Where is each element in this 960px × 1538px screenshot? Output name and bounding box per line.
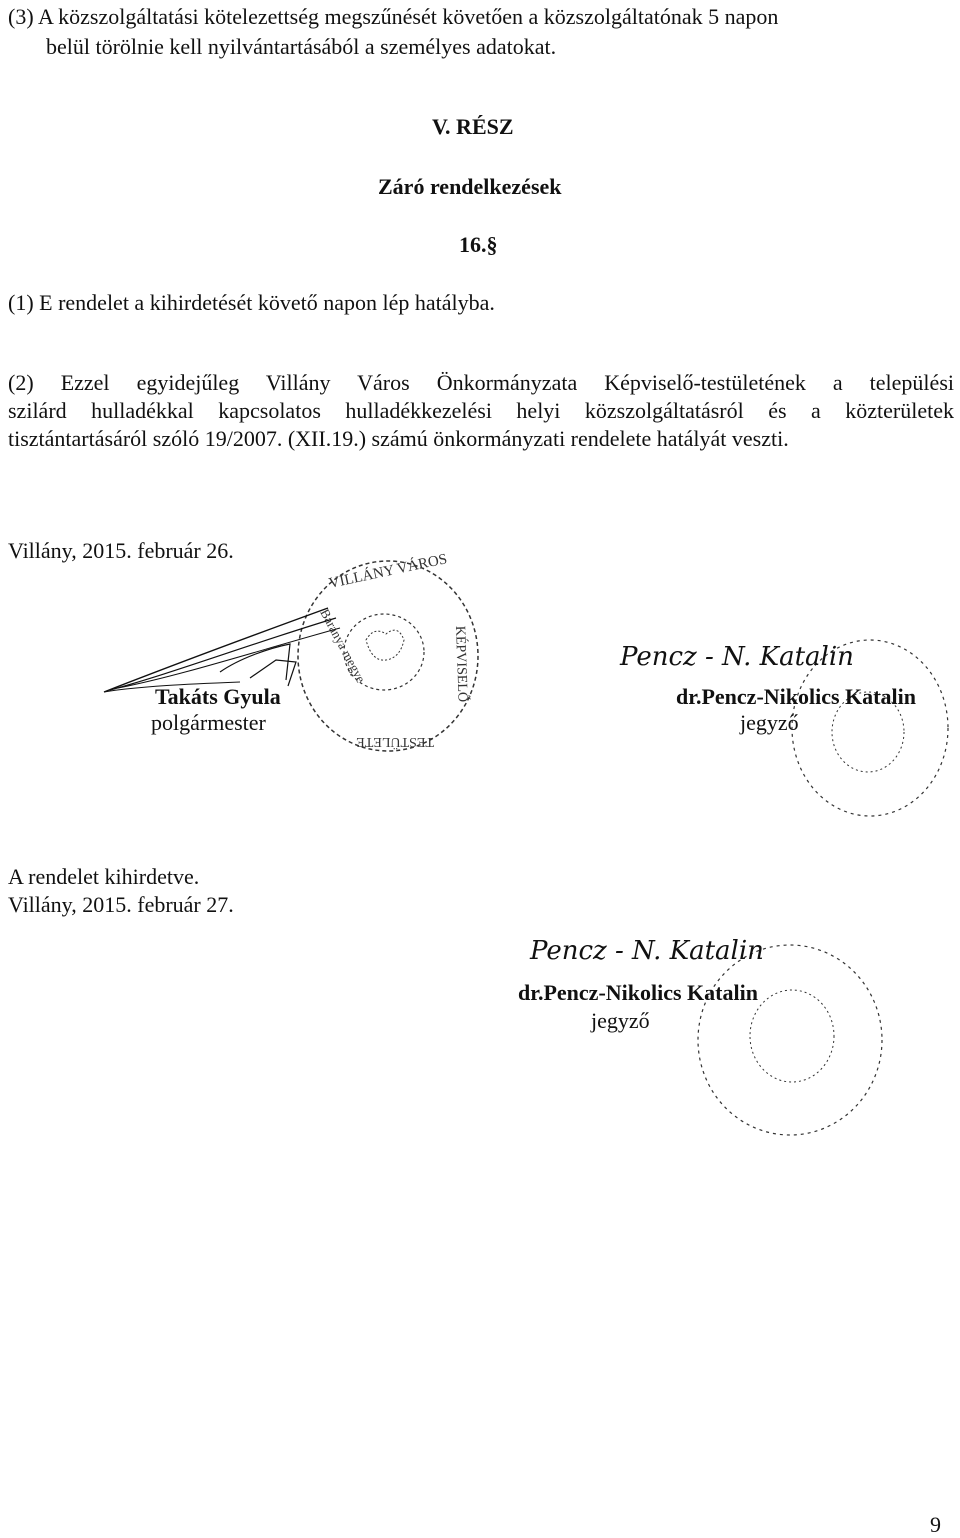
promulgation-notary-name: dr.Pencz-Nikolics Katalin — [518, 980, 758, 1005]
paragraph-1: (1) E rendelet a kihirdetését követő napon lép hatályba. — [8, 290, 495, 315]
notary-stamp-2 — [690, 940, 890, 1140]
stamp-right-text: KÉPVISELŐ — [452, 625, 470, 703]
signing-date: Villány, 2015. február 26. — [8, 538, 234, 563]
page-number: 9 — [930, 1512, 941, 1537]
mayor-title: polgármester — [151, 710, 266, 735]
stamp-left-text: Baranya megye — [317, 606, 369, 686]
paragraph-2 — [8, 369, 954, 453]
notary-name: dr.Pencz-Nikolics Katalin — [676, 684, 916, 709]
section-number: 16.§ — [459, 232, 498, 257]
paragraph-3-line-1: (3) A közszolgáltatási kötelezettség megszűnését követően a közszolgáltatónak 5 napon — [8, 4, 779, 29]
paragraph-3-line-2: belül törölnie kell nyilvántartásából a személyes adatokat. — [46, 34, 557, 59]
promulgation-line-2: Villány, 2015. február 27. — [8, 892, 234, 917]
stamp-bottom-text: TESTÜLETE — [356, 734, 434, 749]
stamp-top-text: VILLÁNY VÁROS — [327, 551, 449, 592]
promulgation-line-1: A rendelet kihirdetve. — [8, 864, 200, 889]
paragraph-2-line-2: szilárd hulladékkal kapcsolatos hulladékkezelési helyi közszolgáltatásról és a közterületek — [8, 398, 954, 423]
paragraph-2-line-3: tisztántartásáról szóló 19/2007. (XII.19.) számú önkormányzati rendelete hatályát veszti. — [8, 426, 789, 451]
mayor-name: Takáts Gyula — [155, 684, 281, 709]
part-title: V. RÉSZ — [432, 114, 514, 139]
notary-signature: Pencz - N. Katalin — [620, 642, 854, 672]
promulgation-notary-title: jegyző — [591, 1008, 650, 1033]
paragraph-2-line-1: (2) Ezzel egyidejűleg Villány Város Önkormányzata Képviselő-testületének a települési — [8, 370, 954, 395]
notary-title: jegyző — [740, 710, 799, 735]
notary-signature-2: Pencz - N. Katalin — [530, 936, 764, 966]
part-subtitle: Záró rendelkezések — [378, 174, 562, 199]
